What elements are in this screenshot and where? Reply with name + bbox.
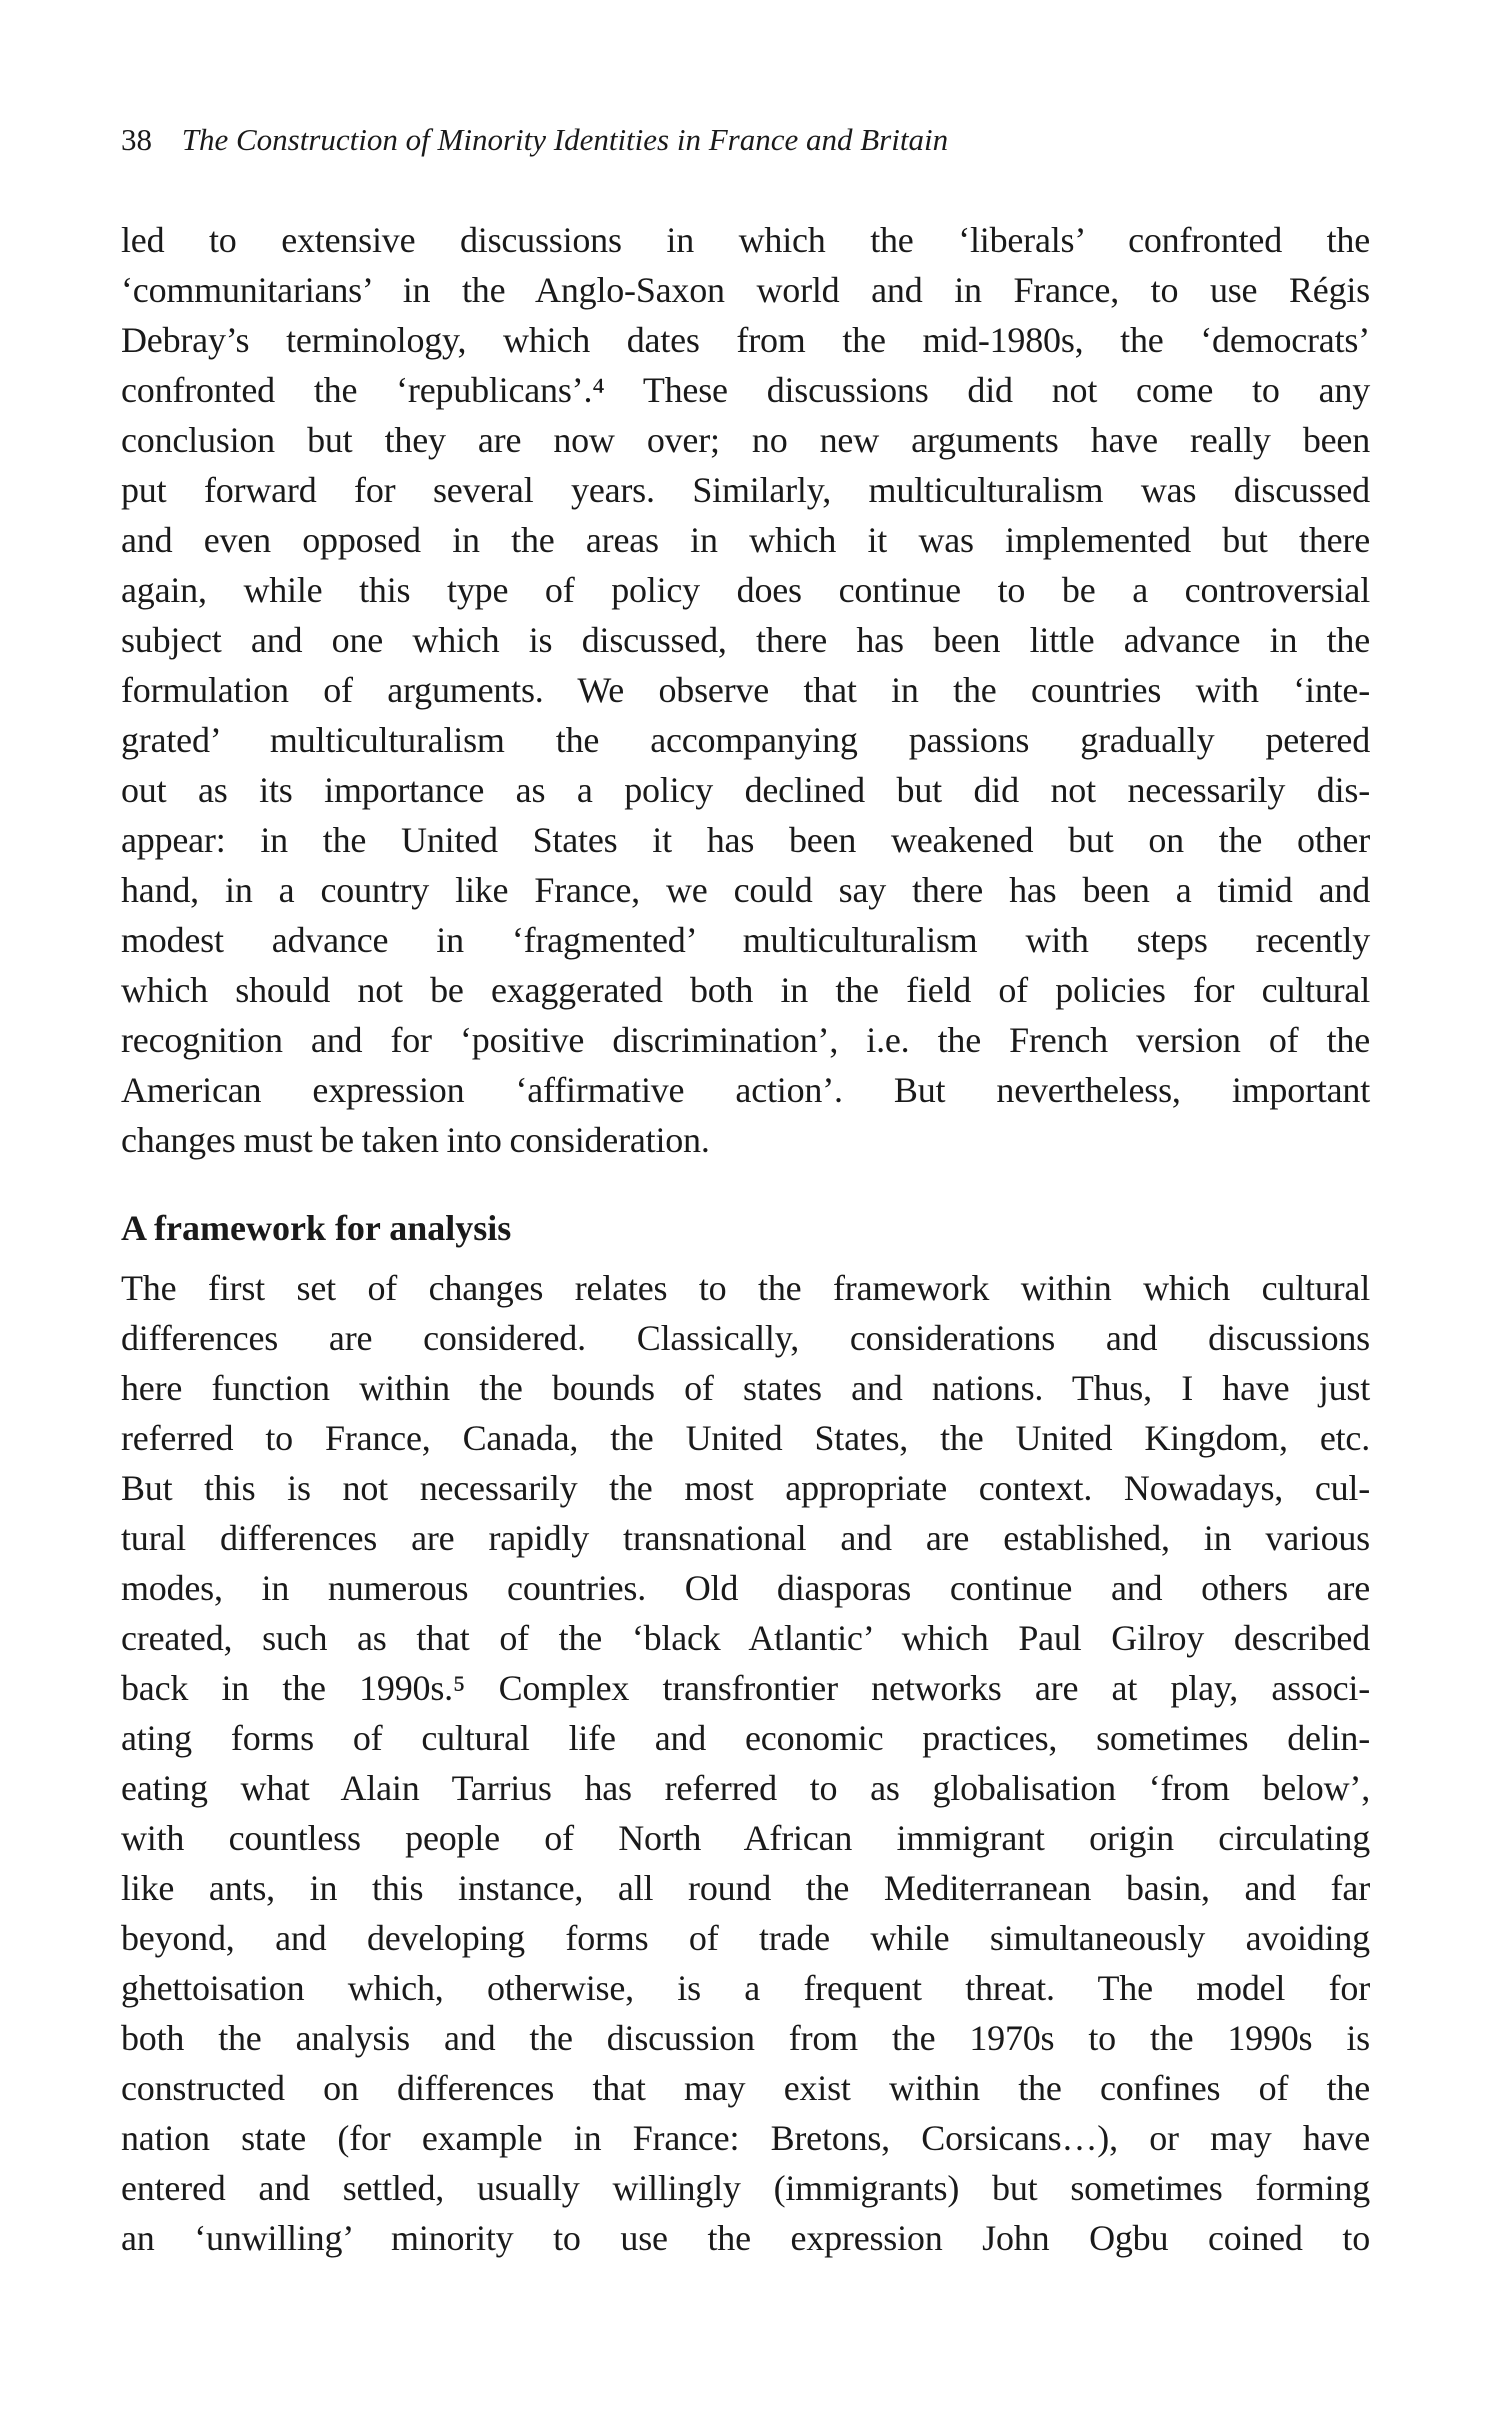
text-line: subject and one which is discussed, there has been little advance in the bbox=[121, 620, 1370, 660]
text-line: out as its importance as a policy declined but did not necessarily dis- bbox=[121, 770, 1370, 810]
text-line: beyond, and developing forms of trade while simultaneously avoiding bbox=[121, 1918, 1370, 1958]
text-line: American expression ‘affirmative action’. But nevertheless, important bbox=[121, 1070, 1370, 1110]
text-line: constructed on differences that may exist within the confines of the bbox=[121, 2068, 1370, 2108]
text-line: conclusion but they are now over; no new arguments have really been bbox=[121, 420, 1370, 460]
paragraph-2 bbox=[121, 1263, 1370, 2263]
text-line: grated’ multiculturalism the accompanying passions gradually petered bbox=[121, 720, 1370, 760]
running-title: The Construction of Minority Identities in France and Britain bbox=[181, 122, 949, 157]
text-line: ‘communitarians’ in the Anglo-Saxon world and in France, to use Régis bbox=[121, 270, 1370, 310]
text-line: put forward for several years. Similarly, multiculturalism was discussed bbox=[121, 470, 1370, 510]
text-line: modest advance in ‘fragmented’ multiculturalism with steps recently bbox=[121, 920, 1370, 960]
text-line: tural differences are rapidly transnational and are established, in various bbox=[121, 1518, 1370, 1558]
text-line: created, such as that of the ‘black Atlantic’ which Paul Gilroy described bbox=[121, 1618, 1370, 1658]
paragraph-1 bbox=[121, 215, 1370, 1165]
text-line: confronted the ‘republicans’.⁴ These discussions did not come to any bbox=[121, 370, 1370, 410]
text-line: led to extensive discussions in which the ‘liberals’ confronted the bbox=[121, 220, 1370, 260]
text-line: ghettoisation which, otherwise, is a frequent threat. The model for bbox=[121, 1968, 1370, 2008]
text-line: which should not be exaggerated both in the field of policies for cultural bbox=[121, 970, 1370, 1010]
running-header bbox=[121, 118, 948, 162]
text-line: differences are considered. Classically, considerations and discussions bbox=[121, 1318, 1370, 1358]
text-line: changes must be taken into consideration. bbox=[121, 1120, 710, 1160]
text-line: referred to France, Canada, the United States, the United Kingdom, etc. bbox=[121, 1418, 1370, 1458]
text-line: ating forms of cultural life and economic practices, sometimes delin- bbox=[121, 1718, 1370, 1758]
text-line: like ants, in this instance, all round the Mediterranean basin, and far bbox=[121, 1868, 1370, 1908]
text-line: again, while this type of policy does continue to be a controversial bbox=[121, 570, 1370, 610]
text-line: recognition and for ‘positive discrimination’, i.e. the French version of the bbox=[121, 1020, 1370, 1060]
page-number: 38 bbox=[121, 122, 152, 157]
text-line: an ‘unwilling’ minority to use the expression John Ogbu coined to bbox=[121, 2218, 1370, 2258]
text-line: modes, in numerous countries. Old diasporas continue and others are bbox=[121, 1568, 1370, 1608]
text-line: appear: in the United States it has been weakened but on the other bbox=[121, 820, 1370, 860]
section-heading: A framework for analysis bbox=[121, 1208, 512, 1248]
text-line: both the analysis and the discussion from the 1970s to the 1990s is bbox=[121, 2018, 1370, 2058]
text-line: nation state (for example in France: Bretons, Corsicans…), or may have bbox=[121, 2118, 1370, 2158]
text-line: back in the 1990s.⁵ Complex transfrontier networks are at play, associ- bbox=[121, 1668, 1370, 1708]
text-line: But this is not necessarily the most appropriate context. Nowadays, cul- bbox=[121, 1468, 1370, 1508]
text-line: with countless people of North African immigrant origin circulating bbox=[121, 1818, 1370, 1858]
text-line: formulation of arguments. We observe that in the countries with ‘inte- bbox=[121, 670, 1370, 710]
text-line: Debray’s terminology, which dates from the mid-1980s, the ‘democrats’ bbox=[121, 320, 1370, 360]
text-line: hand, in a country like France, we could say there has been a timid and bbox=[121, 870, 1370, 910]
text-line: here function within the bounds of states and nations. Thus, I have just bbox=[121, 1368, 1370, 1408]
text-line: and even opposed in the areas in which it was implemented but there bbox=[121, 520, 1370, 560]
text-line: eating what Alain Tarrius has referred to as globalisation ‘from below’, bbox=[121, 1768, 1370, 1808]
text-line: entered and settled, usually willingly (immigrants) but sometimes forming bbox=[121, 2168, 1370, 2208]
text-line: The first set of changes relates to the framework within which cultural bbox=[121, 1268, 1370, 1308]
